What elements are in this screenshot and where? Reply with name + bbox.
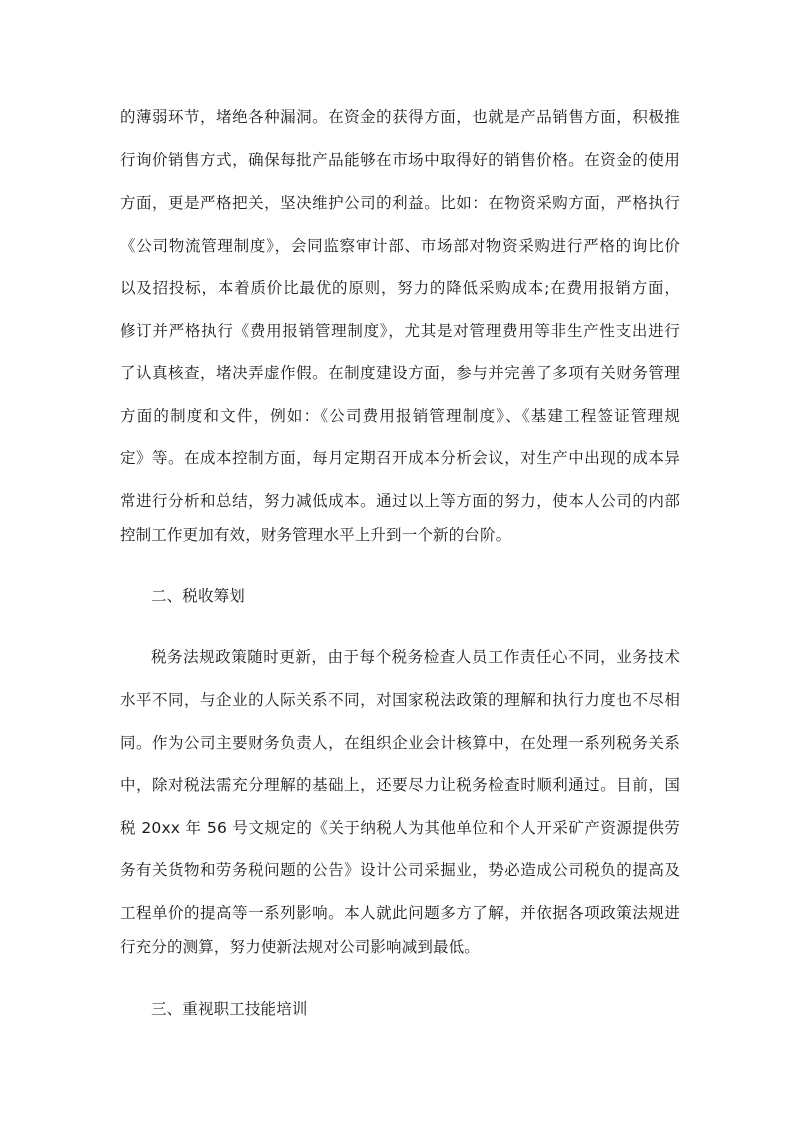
paragraph-line: 《公司物流管理制度》，会同监察审计部、市场部对物资采购进行严格的询比价 [120,237,680,255]
paragraph-line: 中，除对税法需充分理解的基础上，还要尽力让税务检查时顺利通过。目前，国 [120,776,680,794]
paragraph-line: 工程单价的提高等一系列影响。本人就此问题多方了解，并依据各项政策法规进 [120,904,680,922]
paragraph-line: 行充分的测算，努力使新法规对公司影响减到最低。 [120,938,480,956]
paragraph-line: 方面的制度和文件，例如：《公司费用报销管理制度》、《基建工程签证管理规 [120,407,680,425]
paragraph-line: 定》等。在成本控制方面，每月定期召开成本分析会议，对生产中出现的成本异 [120,449,680,467]
paragraph-line: 修订并严格执行《费用报销管理制度》，尤其是对管理费用等非生产性支出进行 [120,322,680,340]
paragraph-line: 税 20xx 年 56 号文规定的《关于纳税人为其他单位和个人开采矿产资源提供劳 [120,819,680,837]
paragraph-line: 方面，更是严格把关，坚决维护公司的利益。比如：在物资采购方面，严格执行 [120,194,680,212]
paragraph-line: 务有关货物和劳务税问题的公告》设计公司采掘业，势必造成公司税负的提高及 [120,861,680,879]
section-heading: 二、税收筹划 [151,587,245,605]
paragraph-line: 水平不同，与企业的人际关系不同，对国家税法政策的理解和执行力度也不尽相 [120,691,680,709]
paragraph-line: 常进行分析和总结，努力减低成本。通过以上等方面的努力，使本人公司的内部 [120,492,680,510]
paragraph-line: 税务法规政策随时更新，由于每个税务检查人员工作责任心不同，业务技术 [151,648,680,666]
paragraph-line: 以及招投标，本着质价比最优的原则，努力的降低采购成本;在费用报销方面， [120,279,680,297]
paragraph-line: 行询价销售方式，确保每批产品能够在市场中取得好的销售价格。在资金的使用 [120,151,680,169]
paragraph-line: 的薄弱环节，堵绝各种漏洞。在资金的获得方面，也就是产品销售方面，积极推 [120,108,680,126]
section-heading: 三、重视职工技能培训 [151,1000,308,1018]
paragraph-line: 了认真核查，堵决弄虚作假。在制度建设方面，参与并完善了多项有关财务管理 [120,364,680,382]
paragraph-line: 同。作为公司主要财务负责人，在组织企业会计核算中，在处理一系列税务关系 [120,734,680,752]
paragraph-line: 控制工作更加有效，财务管理水平上升到一个新的台阶。 [120,526,512,544]
